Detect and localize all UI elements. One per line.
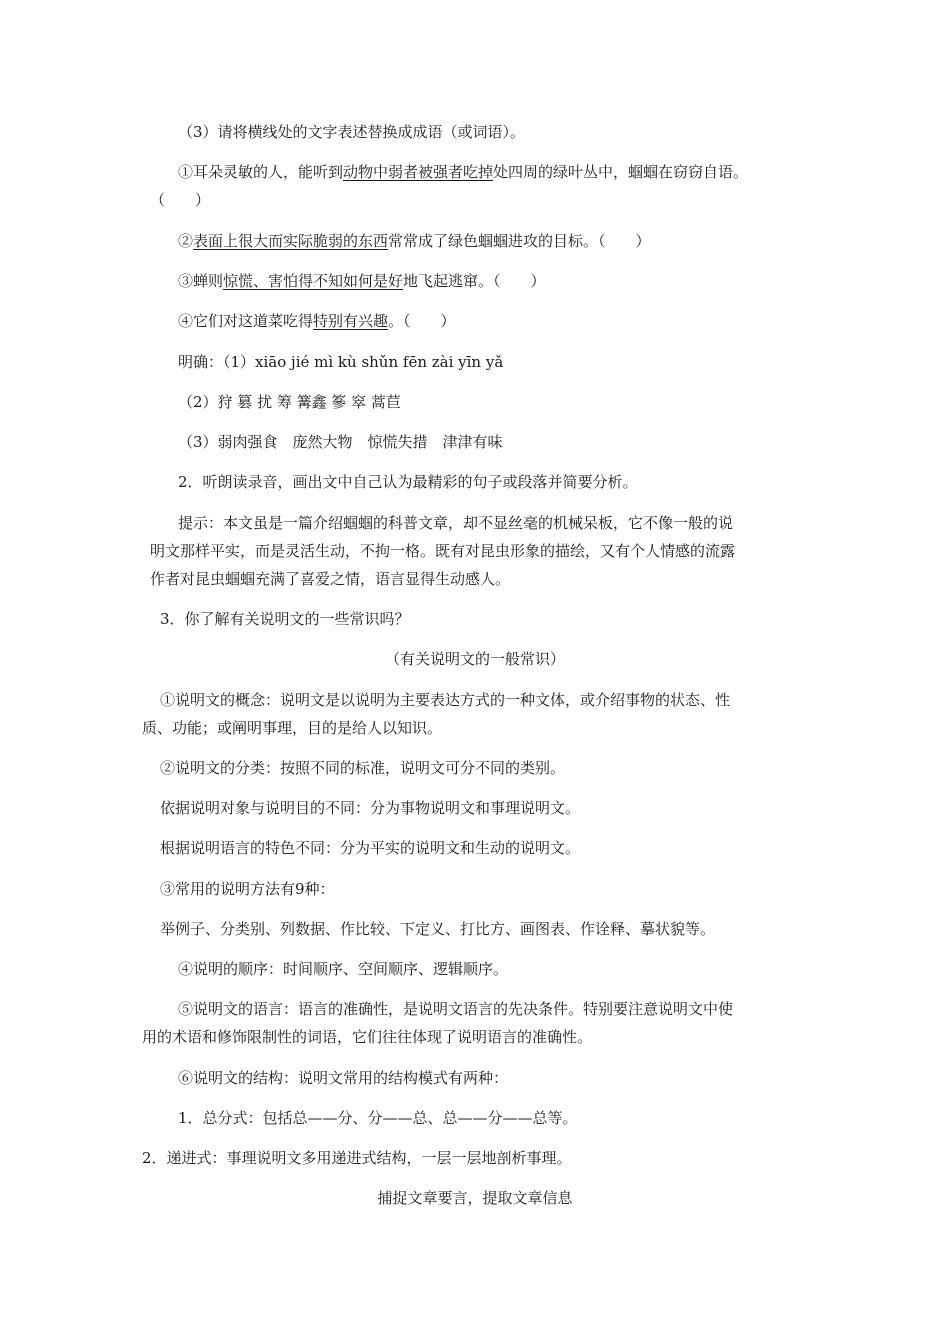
hint-line-1: 提示：本文虽是一篇介绍蝈蝈的科普文章，却不显丝毫的机械呆板，它不像一般的说	[178, 514, 734, 532]
q3-item-4-pre: ④它们对这道菜吃得	[178, 312, 314, 330]
section-title: （有关说明文的一般常识）	[384, 650, 565, 668]
answer-1: 明确：（1）xiāo jié mì kù shǔn fēn zài yīn yǎ	[178, 353, 504, 371]
q3-item-2-post: 常常成了绿色蝈蝈进攻的目标。（ ）	[388, 232, 651, 250]
hint-line-2: 明文那样平实，而是灵活生动，不拘一格。既有对昆虫形象的描绘，又有个人情感的流露	[150, 542, 736, 560]
hint-line-3: 作者对昆虫蝈蝈充满了喜爱之情，语言显得生动感人。	[150, 570, 511, 588]
answer-3: （3）弱肉强食 庞然大物 惊慌失措 津津有味	[178, 433, 503, 451]
by-language: 根据说明语言的特色不同：分为平实的说明文和生动的说明文。	[160, 839, 581, 857]
concept-line-2: 质、功能；或阐明事理，目的是给人以知识。	[142, 719, 443, 737]
q3-item-1	[178, 162, 748, 182]
methods-list: 举例子、分类别、列数据、作比较、下定义、打比方、画图表、作诠释、摹状貌等。	[160, 920, 716, 938]
question-3: 3．你了解有关说明文的一些常识吗？	[160, 610, 410, 628]
concept-line-1: ①说明文的概念：说明文是以说明为主要表达方式的一种文体，或介绍事物的状态、性	[160, 691, 731, 709]
order: ④说明的顺序：时间顺序、空间顺序、逻辑顺序。	[178, 960, 509, 978]
structure-2: 2．递进式：事理说明文多用递进式结构，一层一层地剖析事理。	[142, 1149, 572, 1167]
structure-1: 1．总分式：包括总——分、分——总、总——分——总等。	[178, 1109, 578, 1127]
q3-item-1-pre: ①耳朵灵敏的人，能听到	[178, 163, 344, 181]
q3-item-1-blank: （ ）	[150, 191, 211, 209]
methods-title: ③常用的说明方法有9种：	[160, 880, 335, 898]
q3-item-3-underlined: 惊慌、害怕得不知如何是好	[223, 272, 404, 290]
by-object: 依据说明对象与说明目的不同：分为事物说明文和事理说明文。	[160, 799, 581, 817]
structure: ⑥说明文的结构：说明文常用的结构模式有两种：	[178, 1069, 509, 1087]
footer-title: 捕捉文章要言，提取文章信息	[377, 1189, 573, 1207]
q3-item-4	[178, 311, 456, 331]
q3-item-3-post: 地飞起逃窜。（ ）	[403, 272, 546, 290]
language-line-1: ⑤说明文的语言：语言的准确性，是说明文语言的先决条件。特别要注意说明文中使	[178, 1000, 734, 1018]
q3-item-2-underlined: 表面上很大而实际脆弱的东西	[193, 232, 389, 250]
question-3-title: （3）请将横线处的文字表述替换成成语（或词语）。	[178, 123, 526, 141]
q3-item-3-pre: ③蝉则	[178, 272, 224, 290]
q3-item-4-underlined: 特别有兴趣	[313, 312, 389, 330]
q3-item-3	[178, 271, 546, 291]
category: ②说明文的分类：按照不同的标准，说明文可分不同的类别。	[160, 759, 566, 777]
q3-item-2-pre: ②	[178, 232, 194, 250]
q3-item-4-post: 。（ ）	[388, 312, 456, 330]
answer-2: （2）狩 篡 扰 筹 篝鑫 篸 窣 蒿苣	[178, 393, 401, 411]
q3-item-1-underlined: 动物中弱者被强者吃掉	[343, 163, 494, 181]
language-line-2: 用的术语和修饰限制性的词语，它们往往体现了说明语言的准确性。	[142, 1028, 593, 1046]
question-2: 2．听朗读录音，画出文中自己认为最精彩的句子或段落并简要分析。	[178, 473, 638, 491]
q3-item-2	[178, 231, 651, 251]
q3-item-1-post: 处四周的绿叶丛中，蝈蝈在窃窃自语。	[493, 163, 749, 181]
